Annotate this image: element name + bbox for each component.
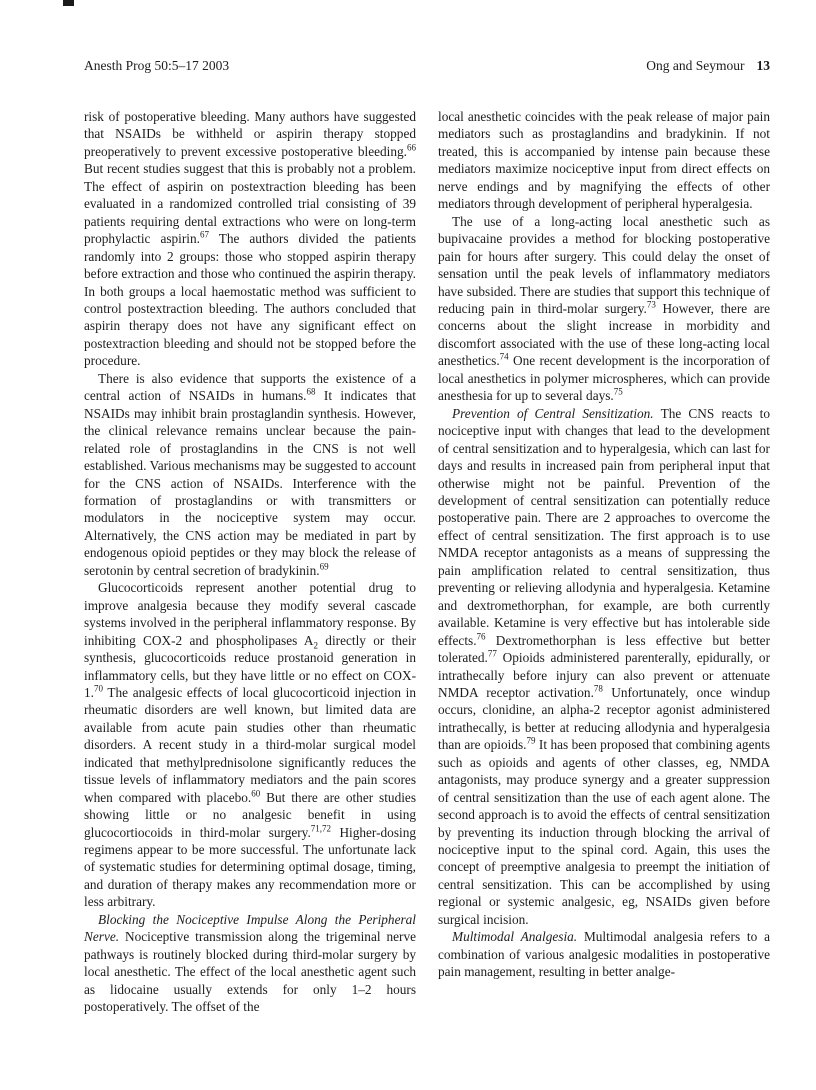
running-head: Ong and Seymour bbox=[646, 58, 745, 73]
text-run: The use of a long-acting local anesthetic such as bupivacaine provides a method for blocking postoperative pain for hours after surgery. This could delay the onset of sensation until the peak levels of inflammatory mediators have subsided. There are studies that support this technique of reducing pain in third-molar surgery. bbox=[438, 213, 770, 316]
text-run: directly or their synthesis, glucocorticoids reduce prostanoid generation in inflammatory cells, but they have little or no effect on COX-1. bbox=[84, 632, 417, 700]
running-head-group bbox=[646, 58, 770, 74]
paragraph bbox=[438, 405, 770, 929]
text-run: But there are other studies showing little or no analgesic benefit in using glucocortiocoids in third-molar surgery. bbox=[84, 789, 416, 840]
page-number: 13 bbox=[756, 58, 770, 73]
text-run: There is also evidence that supports the existence of a central action of NSAIDs in humans. bbox=[84, 370, 416, 404]
reference-superscript: 60 bbox=[251, 788, 261, 799]
reference-superscript: 79 bbox=[526, 735, 536, 746]
text-run: risk of postoperative bleeding. Many authors have suggested that NSAIDs be withheld or aspirin therapy stopped preoperatively to prevent excessive postoperative bleeding. bbox=[84, 109, 416, 159]
paragraph bbox=[84, 911, 416, 1016]
text-run: The analgesic effects of local glucocorticoid injection in rheumatic disorders are well known, but limited data are available from acute pain studies other than rheumatic disorders. A recent study in a third-molar surgical model indicated that methylprednisolone significantly reduces the tissue levels of inflammatory mediators and the pain scores when compared with placebo. bbox=[84, 684, 416, 805]
left-column bbox=[84, 108, 416, 1016]
reference-superscript: 66 bbox=[407, 142, 416, 153]
paragraph bbox=[438, 213, 770, 405]
text-run: Multimodal analgesia refers to a combination of various analgesic modalities in postoperative pain management, resulting in better analge- bbox=[438, 929, 770, 980]
page-header bbox=[84, 58, 770, 74]
reference-superscript: 77 bbox=[487, 648, 497, 659]
text-run: However, there are concerns about the slight increase in morbidity and discomfort associated with the use of these long-acting local anesthetics. bbox=[438, 300, 770, 369]
reference-superscript: 71,72 bbox=[310, 823, 332, 834]
right-column bbox=[438, 108, 770, 1016]
text-run: It indicates that NSAIDs may inhibit brain prostaglandin synthesis. However, the clinical relevance remains unclear because the pain-related role of prostaglandins in the CNS is not well established. Various mechanisms may be suggested to account for the CNS action of NSAIDs. Interference with the formation of prostaglandins or with transmitters or modulators in the nociceptive system may occur. Alternatively, the CNS action may be mediated in part by endogenous opioid peptides or they may block the release of serotonin by central secretion of bradykinin. bbox=[84, 388, 416, 578]
reference-superscript: 67 bbox=[199, 229, 209, 240]
text-run: Dextromethorphan is less effective but better tolerated. bbox=[438, 632, 770, 666]
text-run: The CNS reacts to nociceptive input with changes that lead to the development of central sensitization and to hyperalgesia, which can last for days and results in increased pain from peripheral input that otherwise might not be painful. Prevention of the development of central sensitization can potentially reduce postoperative pain. There are 2 approaches to overcome the effect of central sensitization. The first approach is to use NMDA receptor antagonists as a means of suppressing the pain amplification related to central sensitization, thus preventing or relieving allodynia and hyperalgesia. Ketamine and dextromethorphan, for example, are both currently available. Ketamine is very effective but has intolerable side effects. bbox=[438, 405, 770, 648]
paragraph bbox=[438, 108, 770, 213]
paragraph bbox=[84, 108, 416, 370]
text-run: Unfortunately, once windup occurs, clonidine, an alpha-2 receptor agonist administered intrathecally, is better at reducing allodynia and hyperalgesia than are opioids. bbox=[438, 684, 770, 753]
section-lead-in: Prevention of Central Sensitization. bbox=[452, 405, 654, 421]
reference-superscript: 73 bbox=[646, 299, 656, 310]
reference-superscript: 74 bbox=[499, 351, 509, 362]
reference-superscript: 68 bbox=[306, 386, 316, 397]
text-run: Opioids administered parenterally, epidurally, or intrathecally before injury can also prevent or attenuate NMDA receptor activation. bbox=[438, 650, 770, 700]
text-run: local anesthetic coincides with the peak release of major pain mediators such as prostaglandins and bradykinin. If not treated, this is accompanied by intense pain because these mediators maximize nociceptive input from direct effects on nerve endings and by magnifying the effects of other mediators through development of peripheral hyperalgesia. bbox=[438, 109, 770, 212]
scan-artifact bbox=[63, 0, 74, 6]
section-lead-in: Blocking the Nociceptive Impulse Along the Peripheral Nerve. bbox=[84, 911, 416, 945]
text-run: Higher-dosing regimens appear to be more successful. The unfortunate lack of systematic studies for determining optimal dosage, timing, and duration of therapy makes any recommendation more or less arbitrary. bbox=[84, 824, 416, 910]
text-run: Glucocorticoids represent another potential drug to improve analgesia because they modify several cascade systems involved in the peripheral inflammatory response. By inhibiting COX-2 and phospholipases A bbox=[84, 580, 416, 648]
text-run: One recent development is the incorporation of local anesthetics in polymer microspheres, which can provide anesthesia for up to several days. bbox=[438, 353, 770, 404]
text-run: The authors divided the patients randomly into 2 groups: those who stopped aspirin therapy before extraction and those who continued the aspirin therapy. In both groups a local haemostatic method was sufficient to control postextraction bleeding. The authors concluded that aspirin therapy does not have any significant effect on postextraction bleeding and should not be stopped before the procedure. bbox=[84, 231, 416, 369]
reference-superscript: 78 bbox=[593, 683, 603, 694]
text-run: But recent studies suggest that this is probably not a problem. The effect of aspirin on postextraction bleeding has been evaluated in a randomized controlled trial consisting of 39 patients requiring dental extractions who were on long-term prophylactic aspirin. bbox=[84, 161, 416, 247]
paragraph bbox=[438, 928, 770, 980]
chemical-subscript: 2 bbox=[313, 640, 318, 651]
paragraph bbox=[84, 370, 416, 579]
reference-superscript: 75 bbox=[613, 386, 623, 397]
text-run: It has been proposed that combining agents such as opioids and agents of other classes, eg, NMDA antagonists, may produce synergy and a greater suppression of central sensitization than the use of each agent alone. The second approach is to avoid the effects of central sensitization by preventing its induction through blocking the arrival of nociceptive input to the spinal cord. Again, this uses the concept of preemptive analgesia to preempt the initiation of central sensitization. This can be accomplished by using regional or systemic analgesic, eg, NSAIDs given before surgical incision. bbox=[438, 737, 770, 927]
text-run: Nociceptive transmission along the trigeminal nerve pathways is routinely blocked during third-molar surgery by local anesthetic. The effect of the local anesthetic agent such as lidocaine usually extends for only 1–2 hours postoperatively. The offset of the bbox=[84, 929, 416, 1015]
paragraph bbox=[84, 579, 416, 911]
section-lead-in: Multimodal Analgesia. bbox=[452, 929, 578, 945]
journal-citation: Anesth Prog 50:5–17 2003 bbox=[84, 58, 230, 73]
two-column-body bbox=[84, 108, 770, 1016]
reference-superscript: 76 bbox=[476, 631, 486, 642]
reference-superscript: 69 bbox=[319, 561, 329, 572]
reference-superscript: 70 bbox=[93, 683, 103, 694]
